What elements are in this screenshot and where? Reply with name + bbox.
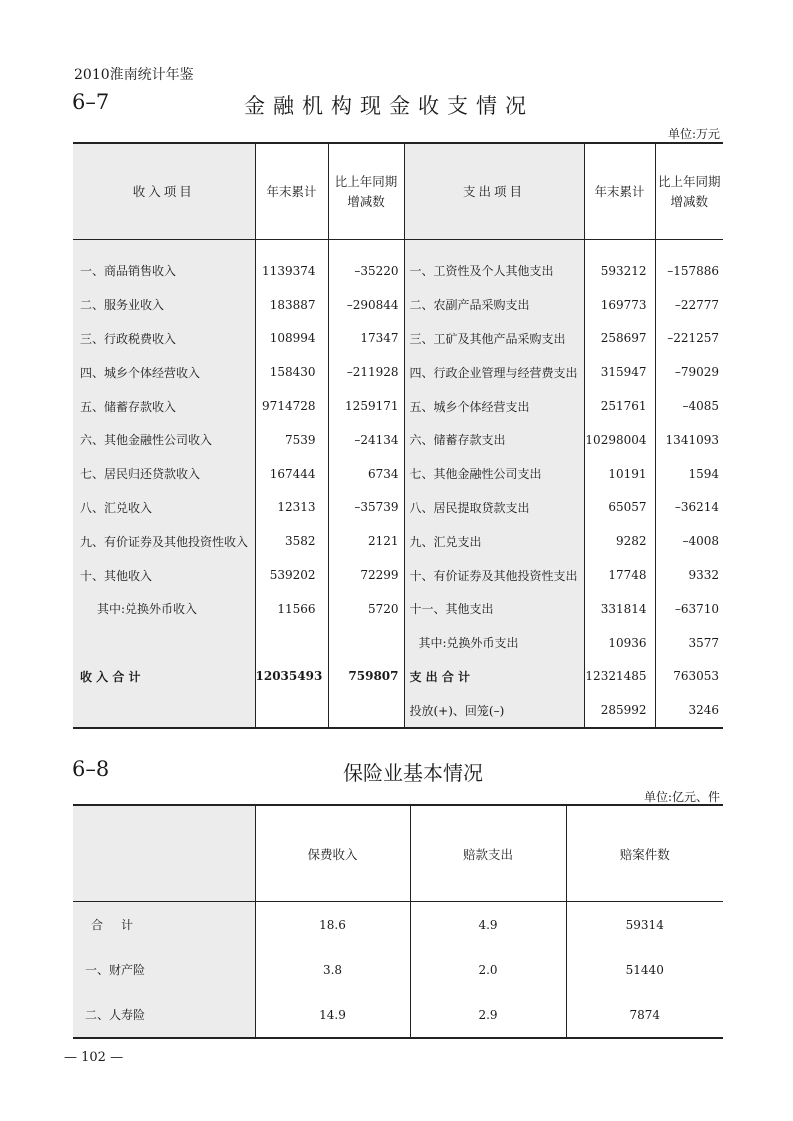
- page-number: — 102 —: [64, 1050, 124, 1065]
- premium-value: 14.9: [255, 992, 410, 1038]
- claim-count-value: 51440: [566, 947, 723, 992]
- income-item: 一、商品销售收入: [73, 240, 255, 288]
- col-header-income-item: 收入项目: [73, 143, 255, 240]
- income-item: 七、居民归还贷款收入: [73, 457, 255, 491]
- table-row: [73, 524, 723, 558]
- expense-item: 四、行政企业管理与经营费支出: [404, 355, 584, 389]
- income-item: 十、其他收入: [73, 558, 255, 592]
- unit-label: 单位:万元: [667, 127, 720, 141]
- income-change: –35739: [328, 491, 404, 525]
- expense-total: 12321485: [584, 660, 655, 694]
- expense-change: –4008: [655, 524, 723, 558]
- income-change: 759807: [328, 660, 404, 694]
- expense-total: 285992: [584, 693, 655, 728]
- expense-total: 10936: [584, 626, 655, 660]
- income-total: 11566: [255, 592, 328, 626]
- expense-total: 9282: [584, 524, 655, 558]
- expense-item: 七、其他金融性公司支出: [404, 457, 584, 491]
- table-row: [73, 693, 723, 728]
- expense-item: 十、有价证券及其他投资性支出: [404, 558, 584, 592]
- income-item: [73, 626, 255, 660]
- table-row: [73, 240, 723, 288]
- income-change: –290844: [328, 288, 404, 322]
- expense-item: 八、居民提取贷款支出: [404, 491, 584, 525]
- expense-total: 169773: [584, 288, 655, 322]
- table-row: [73, 491, 723, 525]
- yearbook-header: 2010淮南统计年鉴: [74, 67, 194, 83]
- expense-change: 3577: [655, 626, 723, 660]
- expense-total-label: 支 出 合 计: [404, 660, 584, 694]
- expense-item: 投放(+)、回笼(–): [404, 693, 584, 728]
- expense-total: 65057: [584, 491, 655, 525]
- income-change: 6734: [328, 457, 404, 491]
- income-item: 九、有价证券及其他投资性收入: [73, 524, 255, 558]
- col-header-claim-count: 赔案件数: [566, 805, 723, 902]
- table-row: [73, 322, 723, 356]
- expense-item: 三、工矿及其他产品采购支出: [404, 322, 584, 356]
- income-item: [73, 693, 255, 728]
- expense-total: 17748: [584, 558, 655, 592]
- col-header-year-total: 年末累计: [255, 143, 328, 240]
- income-total: 12035493: [255, 660, 328, 694]
- row-label: 二、人寿险: [73, 992, 255, 1038]
- income-total: 12313: [255, 491, 328, 525]
- income-change: [328, 626, 404, 660]
- claims-value: 4.9: [410, 902, 566, 948]
- expense-change: 3246: [655, 693, 723, 728]
- income-item: 六、其他金融性公司收入: [73, 423, 255, 457]
- table-row-total: [73, 660, 723, 694]
- income-total: 167444: [255, 457, 328, 491]
- income-item: 三、行政税费收入: [73, 322, 255, 356]
- income-change: –211928: [328, 355, 404, 389]
- premium-value: 18.6: [255, 902, 410, 948]
- income-total: 539202: [255, 558, 328, 592]
- table-row: [73, 457, 723, 491]
- income-change: 72299: [328, 558, 404, 592]
- expense-total: 258697: [584, 322, 655, 356]
- income-change: 17347: [328, 322, 404, 356]
- income-total-label: 收 入 合 计: [73, 660, 255, 694]
- expense-total: 10298004: [584, 423, 655, 457]
- income-change: [328, 693, 404, 728]
- premium-value: 3.8: [255, 947, 410, 992]
- table-row: [73, 626, 723, 660]
- expense-change: 1594: [655, 457, 723, 491]
- expense-item: 九、汇兑支出: [404, 524, 584, 558]
- claims-value: 2.9: [410, 992, 566, 1038]
- income-total: 183887: [255, 288, 328, 322]
- income-change: 5720: [328, 592, 404, 626]
- table-row: [73, 558, 723, 592]
- income-total: 158430: [255, 355, 328, 389]
- income-change: 1259171: [328, 389, 404, 423]
- income-item: 五、储蓄存款收入: [73, 389, 255, 423]
- expense-change: –63710: [655, 592, 723, 626]
- cash-flow-table: [73, 142, 723, 729]
- expense-item: 其中:兑换外币支出: [404, 626, 584, 660]
- expense-item: 十一、其他支出: [404, 592, 584, 626]
- col-header-premium: 保费收入: [255, 805, 410, 902]
- table-row: [73, 355, 723, 389]
- expense-item: 六、储蓄存款支出: [404, 423, 584, 457]
- expense-change: 1341093: [655, 423, 723, 457]
- income-total: 7539: [255, 423, 328, 457]
- expense-total: 10191: [584, 457, 655, 491]
- expense-item: 五、城乡个体经营支出: [404, 389, 584, 423]
- income-total: 9714728: [255, 389, 328, 423]
- col-header-claims: 赔款支出: [410, 805, 566, 902]
- expense-total: 315947: [584, 355, 655, 389]
- col-header-blank: [73, 805, 255, 902]
- income-change: –24134: [328, 423, 404, 457]
- col-header-expense-item: 支出项目: [404, 143, 584, 240]
- expense-change: –4085: [655, 389, 723, 423]
- table-row: [73, 389, 723, 423]
- table-row: [73, 992, 723, 1038]
- claim-count-value: 59314: [566, 902, 723, 948]
- expense-change: –79029: [655, 355, 723, 389]
- expense-item: 二、农副产品采购支出: [404, 288, 584, 322]
- claims-value: 2.0: [410, 947, 566, 992]
- table-number: 6–8: [72, 757, 110, 781]
- income-total: 3582: [255, 524, 328, 558]
- expense-change: –36214: [655, 491, 723, 525]
- expense-change: 763053: [655, 660, 723, 694]
- income-change: –35220: [328, 240, 404, 288]
- insurance-table: [73, 804, 723, 1039]
- income-item: 二、服务业收入: [73, 288, 255, 322]
- col-header-yoy-change-2: 比上年同期 增减数: [655, 143, 723, 240]
- table-row-total: [73, 902, 723, 948]
- expense-change: –22777: [655, 288, 723, 322]
- expense-change: 9332: [655, 558, 723, 592]
- income-total: [255, 693, 328, 728]
- table-number: 6–7: [72, 90, 110, 114]
- table-row: [73, 947, 723, 992]
- table-row: [73, 592, 723, 626]
- expense-change: –157886: [655, 240, 723, 288]
- col-header-yoy-change: 比上年同期 增减数: [328, 143, 404, 240]
- claim-count-value: 7874: [566, 992, 723, 1038]
- row-label: 一、财产险: [73, 947, 255, 992]
- unit-label: 单位:亿元、件: [643, 790, 720, 804]
- income-item: 四、城乡个体经营收入: [73, 355, 255, 389]
- expense-total: 593212: [584, 240, 655, 288]
- expense-total: 251761: [584, 389, 655, 423]
- income-item: 其中:兑换外币收入: [73, 592, 255, 626]
- table-row: [73, 288, 723, 322]
- expense-total: 331814: [584, 592, 655, 626]
- expense-item: 一、工资性及个人其他支出: [404, 240, 584, 288]
- income-total: 108994: [255, 322, 328, 356]
- col-header-year-total-2: 年末累计: [584, 143, 655, 240]
- income-item: 八、汇兑收入: [73, 491, 255, 525]
- table-title: 金融机构现金收支情况: [244, 94, 534, 118]
- income-total: [255, 626, 328, 660]
- row-label: 合计: [73, 902, 255, 948]
- income-total: 1139374: [255, 240, 328, 288]
- expense-change: –221257: [655, 322, 723, 356]
- table-row: [73, 423, 723, 457]
- income-change: 2121: [328, 524, 404, 558]
- table-title: 保险业基本情况: [343, 761, 483, 785]
